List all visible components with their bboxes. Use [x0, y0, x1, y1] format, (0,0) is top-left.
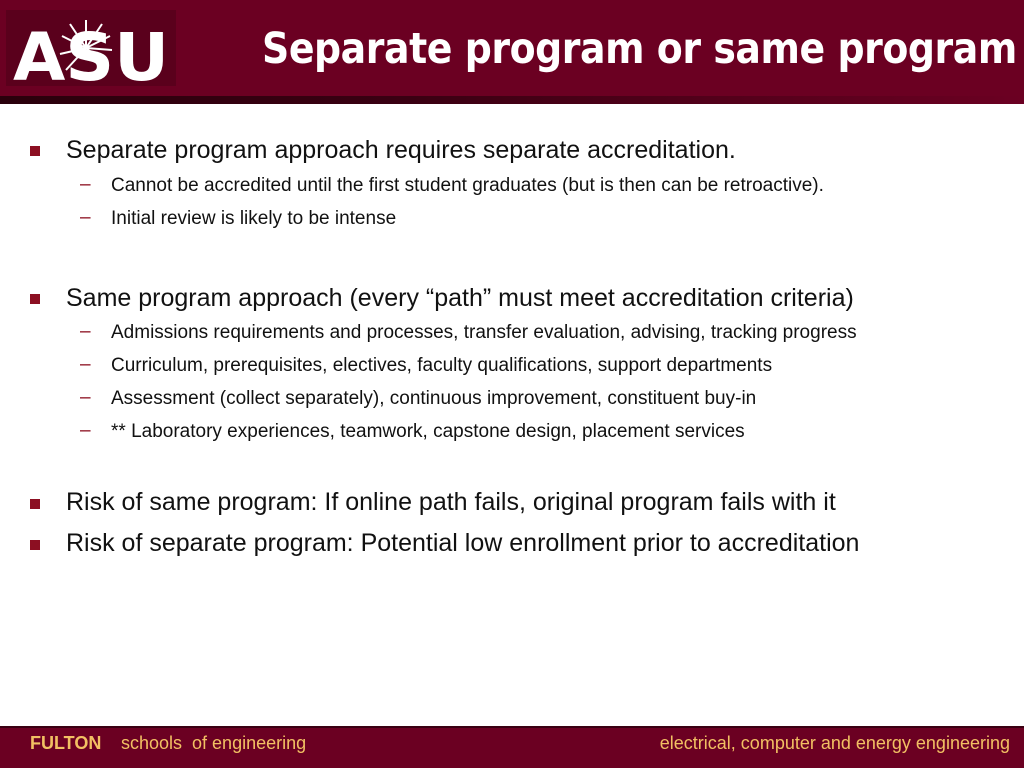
bullet-text: Same program approach (every “path” must meet accreditation criteria): [66, 284, 854, 312]
bullet-square-icon: [30, 540, 40, 550]
bullet-square-icon: [30, 146, 40, 156]
dash-icon: –: [80, 420, 91, 441]
bullet-text: Risk of separate program: Potential low enrollment prior to accreditation: [66, 529, 860, 557]
dash-icon: –: [80, 174, 91, 195]
footer-department: electrical, computer and energy engineering: [659, 733, 1010, 753]
dash-icon: –: [80, 387, 91, 408]
logo-text: ASU: [13, 19, 170, 86]
sub-bullet-text: Initial review is likely to be intense: [111, 208, 397, 229]
sub-bullet-text: ** Laboratory experiences, teamwork, capstone design, placement services: [111, 421, 745, 442]
footer-fulton: FULTON: [30, 733, 102, 753]
asu-logo-icon: [6, 10, 176, 86]
sub-bullet-text: Cannot be accredited until the first student graduates (but is then can be retroactive).: [111, 175, 824, 196]
sub-bullet-text: Admissions requirements and processes, transfer evaluation, advising, tracking progress: [111, 322, 857, 343]
dash-icon: –: [80, 321, 91, 342]
dash-icon: –: [80, 207, 91, 228]
sub-bullet-text: Assessment (collect separately), continuous improvement, constituent buy-in: [111, 388, 757, 409]
footer-schools: schools of engineering: [121, 733, 307, 753]
dash-icon: –: [80, 354, 91, 375]
bullet-text: Separate program approach requires separate accreditation.: [66, 136, 736, 164]
bullet-square-icon: [30, 294, 40, 304]
header-stripe: [0, 96, 1024, 104]
bullet-text: Risk of same program: If online path fails, original program fails with it: [66, 488, 836, 516]
bullet-square-icon: [30, 499, 40, 509]
asu-logo: [6, 10, 176, 86]
sub-bullet-text: Curriculum, prerequisites, electives, faculty qualifications, support departments: [111, 355, 773, 376]
page-title: Separate program or same program: [262, 24, 1017, 74]
